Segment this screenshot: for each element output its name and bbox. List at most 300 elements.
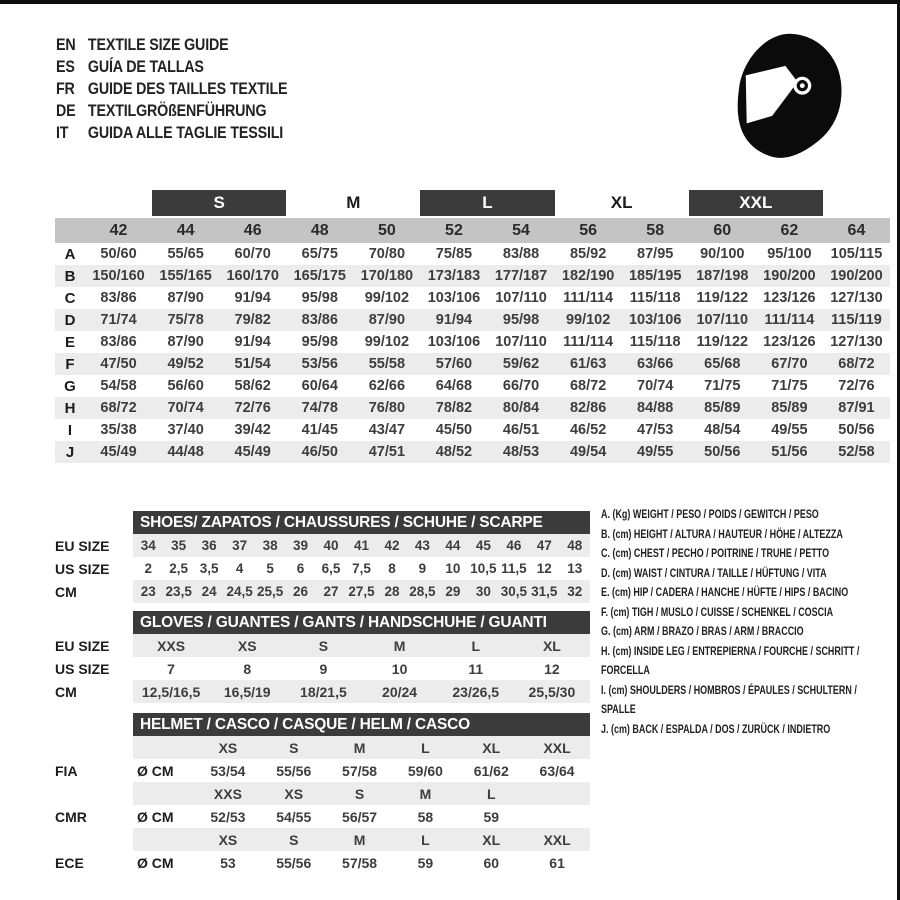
size-value: 127/130 (830, 290, 883, 306)
size-value: 51/56 (771, 444, 808, 460)
size-value: 55/56 (276, 854, 312, 871)
size-value: 6,5 (321, 561, 341, 576)
measure-row-h (55, 397, 890, 419)
size-value: 107/110 (495, 334, 547, 350)
size-number-row (55, 218, 890, 243)
size-value: 111/114 (764, 312, 815, 328)
size-value: 59/62 (502, 356, 540, 372)
size-value: 55/58 (368, 356, 406, 372)
size-value: 11 (468, 660, 484, 677)
size-value: XXS (213, 785, 242, 802)
size-value: 59 (417, 854, 434, 871)
size-value: 111/114 (563, 290, 614, 306)
size-value: 58/62 (234, 378, 271, 394)
size-value: M (419, 785, 432, 802)
size-value: L (421, 831, 430, 848)
size-value: 59 (483, 808, 500, 825)
size-value: 3,5 (199, 561, 219, 576)
size-group-l: L (420, 190, 554, 216)
size-value: 71/75 (704, 378, 741, 394)
size-value: 46 (506, 538, 522, 553)
language-title-list (56, 34, 287, 144)
guide-title: TEXTILE SIZE GUIDE (87, 35, 229, 54)
table-row (55, 736, 590, 759)
size-value: 24 (201, 584, 217, 599)
size-value: 46/52 (569, 422, 607, 438)
size-value: 45/49 (100, 444, 137, 460)
size-value: 8 (243, 660, 252, 677)
size-value: 9 (319, 660, 328, 677)
size-value: 70/80 (368, 246, 406, 262)
size-value: 70/74 (167, 400, 204, 416)
size-value: 16,5/19 (223, 683, 271, 700)
size-value: 53/56 (301, 356, 338, 372)
size-value: 41/45 (301, 422, 338, 438)
size-value: 115/118 (629, 290, 681, 306)
gloves-size-table (55, 611, 590, 703)
size-value: 4 (235, 561, 244, 576)
size-value: 68/72 (100, 400, 137, 416)
size-value: 37/40 (167, 422, 204, 438)
size-value: 87/90 (368, 312, 406, 328)
row-cells (133, 657, 590, 680)
size-value: S (289, 739, 299, 756)
size-value: 177/187 (494, 268, 548, 284)
legend-item: G. (cm) ARM / BRAZO / BRAS / ARM / BRACCIO (601, 626, 804, 638)
size-value: 5 (266, 561, 274, 576)
measure-row-a (55, 243, 890, 265)
language-code: DE (56, 101, 76, 120)
row-label (55, 828, 133, 851)
size-value: XL (482, 739, 501, 756)
size-value: 68/72 (838, 356, 875, 372)
size-value: M (353, 739, 366, 756)
size-value: 61/62 (473, 762, 509, 779)
size-value: 25,5/30 (528, 683, 576, 700)
size-value: L (471, 637, 481, 654)
row-cells (133, 534, 590, 557)
size-value: 10 (445, 561, 461, 576)
size-value: XS (218, 739, 238, 756)
size-value: 29 (445, 584, 461, 599)
size-value: 99/102 (364, 334, 410, 350)
language-row (56, 34, 287, 56)
size-value: 18/21,5 (300, 683, 347, 700)
size-value: 72/76 (838, 378, 875, 394)
size-value: 165/175 (293, 268, 346, 284)
size-value: 61/63 (569, 356, 607, 372)
size-number: 60 (713, 221, 732, 239)
size-value: 54/58 (100, 378, 137, 394)
size-value: M (353, 831, 366, 848)
size-number: 42 (109, 221, 128, 239)
legend-item: H. (cm) INSIDE LEG / ENTREPIERNA / FOURCHE / SCHRITT / FORCELLA (601, 645, 860, 677)
size-value: 85/89 (704, 400, 741, 416)
size-value: 35/38 (100, 422, 137, 438)
measure-row-j (55, 441, 890, 463)
unit-cell: Ø CM (137, 762, 174, 779)
size-value: 79/82 (234, 312, 271, 328)
size-value: 87/91 (838, 400, 875, 416)
size-number: 58 (646, 221, 665, 239)
size-value: 55/56 (276, 762, 312, 779)
size-value: 50/56 (704, 444, 741, 460)
row-cells (133, 828, 590, 851)
size-value: 95/98 (301, 290, 338, 306)
size-value: 27,5 (348, 584, 375, 599)
size-value: 119/122 (696, 334, 749, 350)
size-value: 47/51 (368, 444, 406, 460)
size-value: XS (237, 637, 257, 654)
size-value: 52/53 (210, 808, 246, 825)
size-value: 47/53 (637, 422, 674, 438)
size-value: 83/86 (100, 290, 137, 306)
size-value: 46/51 (502, 422, 540, 438)
measure-row-e (55, 331, 890, 353)
size-value: 40 (323, 538, 339, 553)
size-value: 185/195 (628, 268, 682, 284)
size-value: 56/60 (167, 378, 204, 394)
size-value: 49/52 (167, 356, 204, 372)
guide-title: GUIDA ALLE TAGLIE TESSILI (87, 123, 284, 142)
size-value: 182/190 (561, 268, 615, 284)
size-value: XS (284, 785, 304, 802)
size-number: 52 (445, 221, 463, 239)
size-value: 45/49 (234, 444, 271, 460)
size-value: 65/68 (704, 356, 741, 372)
row-letter: I (67, 421, 73, 439)
size-value: 150/160 (92, 268, 145, 284)
size-value: 78/82 (435, 400, 473, 416)
size-value: 46/50 (301, 444, 338, 460)
row-cells (133, 680, 590, 703)
size-value: L (486, 785, 496, 802)
row-letter: G (64, 377, 76, 395)
size-value: 170/180 (360, 268, 414, 284)
table-title-bar: HELMET / CASCO / CASQUE / HELM / CASCO (133, 713, 590, 736)
size-value: 41 (353, 538, 369, 553)
size-value: 160/170 (226, 268, 279, 284)
unit-cell: Ø CM (137, 808, 174, 825)
size-group-xl: XL (610, 193, 633, 212)
size-value: XXL (543, 739, 571, 756)
unit-cell: Ø CM (137, 854, 174, 871)
size-value: XL (482, 831, 501, 848)
legend-item: A. (Kg) WEIGHT / PESO / POIDS / GEWITCH / PESO (601, 509, 819, 521)
row-letter: J (65, 443, 75, 461)
size-group-m: M (346, 193, 361, 212)
size-value: 87/90 (167, 290, 204, 306)
size-value: 83/86 (100, 334, 137, 350)
size-value: 50/56 (838, 422, 875, 438)
size-value: 127/130 (830, 334, 883, 350)
size-value: 50/60 (100, 246, 137, 262)
size-value: 37 (232, 538, 248, 553)
size-number: 44 (176, 221, 195, 239)
size-value: 45/50 (435, 422, 473, 438)
size-value: 190/200 (830, 268, 883, 284)
size-value: 111/114 (563, 334, 614, 350)
size-value: 84/88 (637, 400, 674, 416)
size-value: 107/110 (495, 290, 547, 306)
size-value: 80/84 (502, 400, 540, 416)
measure-row-c (55, 287, 890, 309)
size-value: 10,5 (470, 561, 497, 576)
size-value: 49/55 (637, 444, 674, 460)
language-row (56, 100, 287, 122)
size-value: 99/102 (565, 312, 611, 328)
size-value: 48 (567, 538, 583, 553)
size-value: 75/85 (435, 246, 473, 262)
size-value: 71/75 (771, 378, 808, 394)
guide-title: GUÍA DE TALLAS (87, 57, 204, 76)
size-value: 32 (567, 584, 583, 599)
legend-item: B. (cm) HEIGHT / ALTURA / HAUTEUR / HÖHE / ALTEZZA (601, 528, 843, 541)
size-value: 60/70 (234, 246, 271, 262)
row-cells (133, 759, 590, 782)
legend-item: F. (cm) TIGH / MUSLO / CUISSE / SCHENKEL / COSCIA (601, 606, 834, 619)
textile-size-table (55, 190, 890, 463)
size-value: 91/94 (234, 334, 271, 350)
row-label (55, 782, 133, 805)
size-value: 75/78 (167, 312, 204, 328)
visor-pivot-center (800, 83, 805, 88)
size-value: 103/106 (427, 334, 481, 350)
size-value: 48/54 (704, 422, 741, 438)
measurement-legend (601, 506, 891, 740)
size-value: 36 (201, 538, 217, 553)
size-value: S (289, 831, 299, 848)
size-value: 123/126 (763, 290, 816, 306)
size-value: 23 (140, 584, 156, 599)
size-value: 64/68 (435, 378, 473, 394)
size-value: 2,5 (169, 561, 189, 576)
legend-item: E. (cm) HIP / CADERA / HANCHE / HÜFTE / HIPS / BACINO (601, 587, 849, 599)
legend-item: D. (cm) WAIST / CINTURA / TAILLE / HÜFTUNG / VITA (601, 567, 827, 580)
table-row (55, 851, 590, 874)
size-value: 72/76 (234, 400, 271, 416)
size-value: 62/66 (368, 378, 406, 394)
row-label: ECE (55, 854, 84, 871)
size-value: 30 (475, 584, 491, 599)
size-value: 56/57 (342, 808, 378, 825)
size-value: XS (218, 831, 238, 848)
size-value: 123/126 (763, 334, 816, 350)
size-value: 63/64 (539, 762, 575, 779)
size-value: 2 (144, 561, 152, 576)
measure-row-f (55, 353, 890, 375)
guide-title: TEXTILGRÖßENFÜHRUNG (87, 101, 267, 120)
row-label: CM (55, 583, 77, 600)
size-value: 35 (171, 538, 187, 553)
size-number: 54 (512, 221, 530, 239)
size-value: 47/50 (100, 356, 137, 372)
size-value: 115/118 (629, 334, 681, 350)
size-value: S (354, 785, 365, 802)
table-row (55, 534, 590, 557)
measure-row-b (55, 265, 890, 287)
table-row (55, 805, 590, 828)
shoes-size-table (55, 511, 590, 603)
size-value: 91/94 (234, 290, 271, 306)
row-letter: B (64, 267, 76, 285)
size-value: 103/106 (427, 290, 481, 306)
size-value: 74/78 (301, 400, 338, 416)
size-value: 53 (220, 854, 236, 871)
size-value: 39 (293, 538, 309, 553)
size-value: 95/98 (502, 312, 540, 328)
size-value: 12,5/16,5 (141, 683, 201, 700)
language-row (56, 56, 287, 78)
size-value: 42 (384, 538, 400, 553)
size-group-xxl: XXL (689, 190, 823, 216)
row-label: EU SIZE (55, 537, 110, 554)
helmet-icon (733, 31, 849, 163)
size-value: 155/165 (159, 268, 212, 284)
language-row (56, 122, 287, 144)
size-value: 85/92 (569, 246, 607, 262)
language-code: FR (56, 79, 75, 98)
size-value: 44 (445, 538, 461, 553)
table-row (55, 680, 590, 703)
row-label: US SIZE (55, 660, 110, 677)
legend-item: J. (cm) BACK / ESPALDA / DOS / ZURÜCK / INDIETRO (601, 723, 831, 736)
table-row (55, 828, 590, 851)
row-letter: A (64, 245, 76, 263)
size-value: 119/122 (696, 290, 749, 306)
measure-row-g (55, 375, 890, 397)
size-value: 6 (296, 561, 305, 576)
size-value: 82/86 (569, 400, 607, 416)
size-value: 65/75 (301, 246, 338, 262)
size-value: 49/54 (569, 444, 607, 460)
size-value: XL (542, 637, 561, 654)
row-label: FIA (55, 762, 78, 779)
size-value: 7 (167, 660, 175, 677)
size-value: 53/54 (210, 762, 246, 779)
size-value: 27 (323, 584, 339, 599)
row-cells (133, 557, 590, 580)
table-row (55, 782, 590, 805)
size-value: 10 (391, 660, 408, 677)
size-value: 9 (418, 561, 427, 576)
size-value: 83/88 (502, 246, 540, 262)
size-value: 60/64 (301, 378, 338, 394)
table-title-bar: GLOVES / GUANTES / GANTS / HANDSCHUHE / GUANTI (133, 611, 590, 634)
size-value: 59/60 (407, 762, 443, 779)
row-label: CMR (55, 808, 87, 825)
size-value: 12 (536, 561, 552, 576)
size-value: 87/95 (637, 246, 674, 262)
size-value: L (421, 739, 430, 756)
size-number: 50 (377, 221, 396, 239)
size-value: 190/200 (763, 268, 816, 284)
size-value: 60 (483, 854, 500, 871)
size-value: 115/119 (831, 312, 882, 328)
size-value: 11,5 (501, 561, 527, 576)
size-value: 39/42 (234, 422, 271, 438)
size-value: 67/70 (771, 356, 808, 372)
row-letter: H (64, 399, 76, 417)
table-row (55, 557, 590, 580)
size-value: 54/55 (276, 808, 312, 825)
size-value: 30,5 (500, 584, 527, 599)
size-value: 34 (140, 538, 156, 553)
row-cells (133, 736, 590, 759)
size-number: 56 (579, 221, 598, 239)
size-value: 26 (293, 584, 309, 599)
size-value: 70/74 (637, 378, 674, 394)
size-value: 57/60 (435, 356, 473, 372)
size-group-header-row (55, 190, 890, 216)
size-value: 43 (414, 538, 430, 553)
size-value: 61 (549, 854, 565, 871)
size-value: 25,5 (256, 584, 284, 599)
row-cells (133, 805, 590, 828)
size-value: 57/58 (342, 854, 378, 871)
table-title-bar: SHOES/ ZAPATOS / CHAUSSURES / SCHUHE / SCARPE (133, 511, 590, 534)
size-value: 48/53 (502, 444, 540, 460)
size-value: 57/58 (342, 762, 378, 779)
size-value: 31,5 (531, 584, 558, 599)
size-value: 52/58 (838, 444, 875, 460)
size-number: 62 (780, 221, 799, 239)
row-cells (133, 782, 590, 805)
size-value: 90/100 (700, 246, 745, 262)
row-label: US SIZE (55, 560, 110, 577)
language-code: IT (56, 123, 69, 142)
size-number: 48 (310, 221, 329, 239)
size-value: 23,5 (165, 584, 192, 599)
size-number: 64 (847, 221, 866, 239)
table-row (55, 657, 590, 680)
size-value: 91/94 (435, 312, 473, 328)
size-value: 58 (417, 808, 434, 825)
size-value: 49/55 (771, 422, 808, 438)
table-row (55, 580, 590, 603)
measure-row-i (55, 419, 890, 441)
row-letter: E (64, 333, 75, 351)
size-value: 12 (544, 660, 560, 677)
table-row (55, 759, 590, 782)
size-value: 28 (384, 584, 400, 599)
row-label: EU SIZE (55, 637, 110, 654)
size-value: 83/86 (301, 312, 338, 328)
row-cells (133, 580, 590, 603)
size-value: 44/48 (167, 444, 204, 460)
size-group-s: S (152, 190, 286, 216)
size-value: S (318, 637, 329, 654)
legend-item: I. (cm) SHOULDERS / HOMBROS / ÉPAULES / SCHULTERN / SPALLE (601, 684, 857, 716)
size-value: 187/198 (696, 268, 749, 284)
size-value: 45 (475, 538, 491, 553)
size-value: 103/106 (628, 312, 682, 328)
legend-item: C. (cm) CHEST / PECHO / POITRINE / TRUHE / PETTO (601, 548, 830, 560)
size-value: 173/183 (427, 268, 481, 284)
size-value: 23/26,5 (452, 683, 500, 700)
row-cells (133, 851, 590, 874)
size-value: 47 (536, 538, 552, 553)
helmet-size-table (55, 713, 590, 874)
size-value: XXL (543, 831, 571, 848)
size-value: 28,5 (409, 584, 436, 599)
row-letter: C (64, 289, 76, 307)
size-value: 55/65 (167, 246, 204, 262)
size-value: 7,5 (352, 561, 371, 576)
size-value: 87/90 (167, 334, 204, 350)
size-value: 76/80 (368, 400, 406, 416)
size-value: 38 (262, 538, 278, 553)
